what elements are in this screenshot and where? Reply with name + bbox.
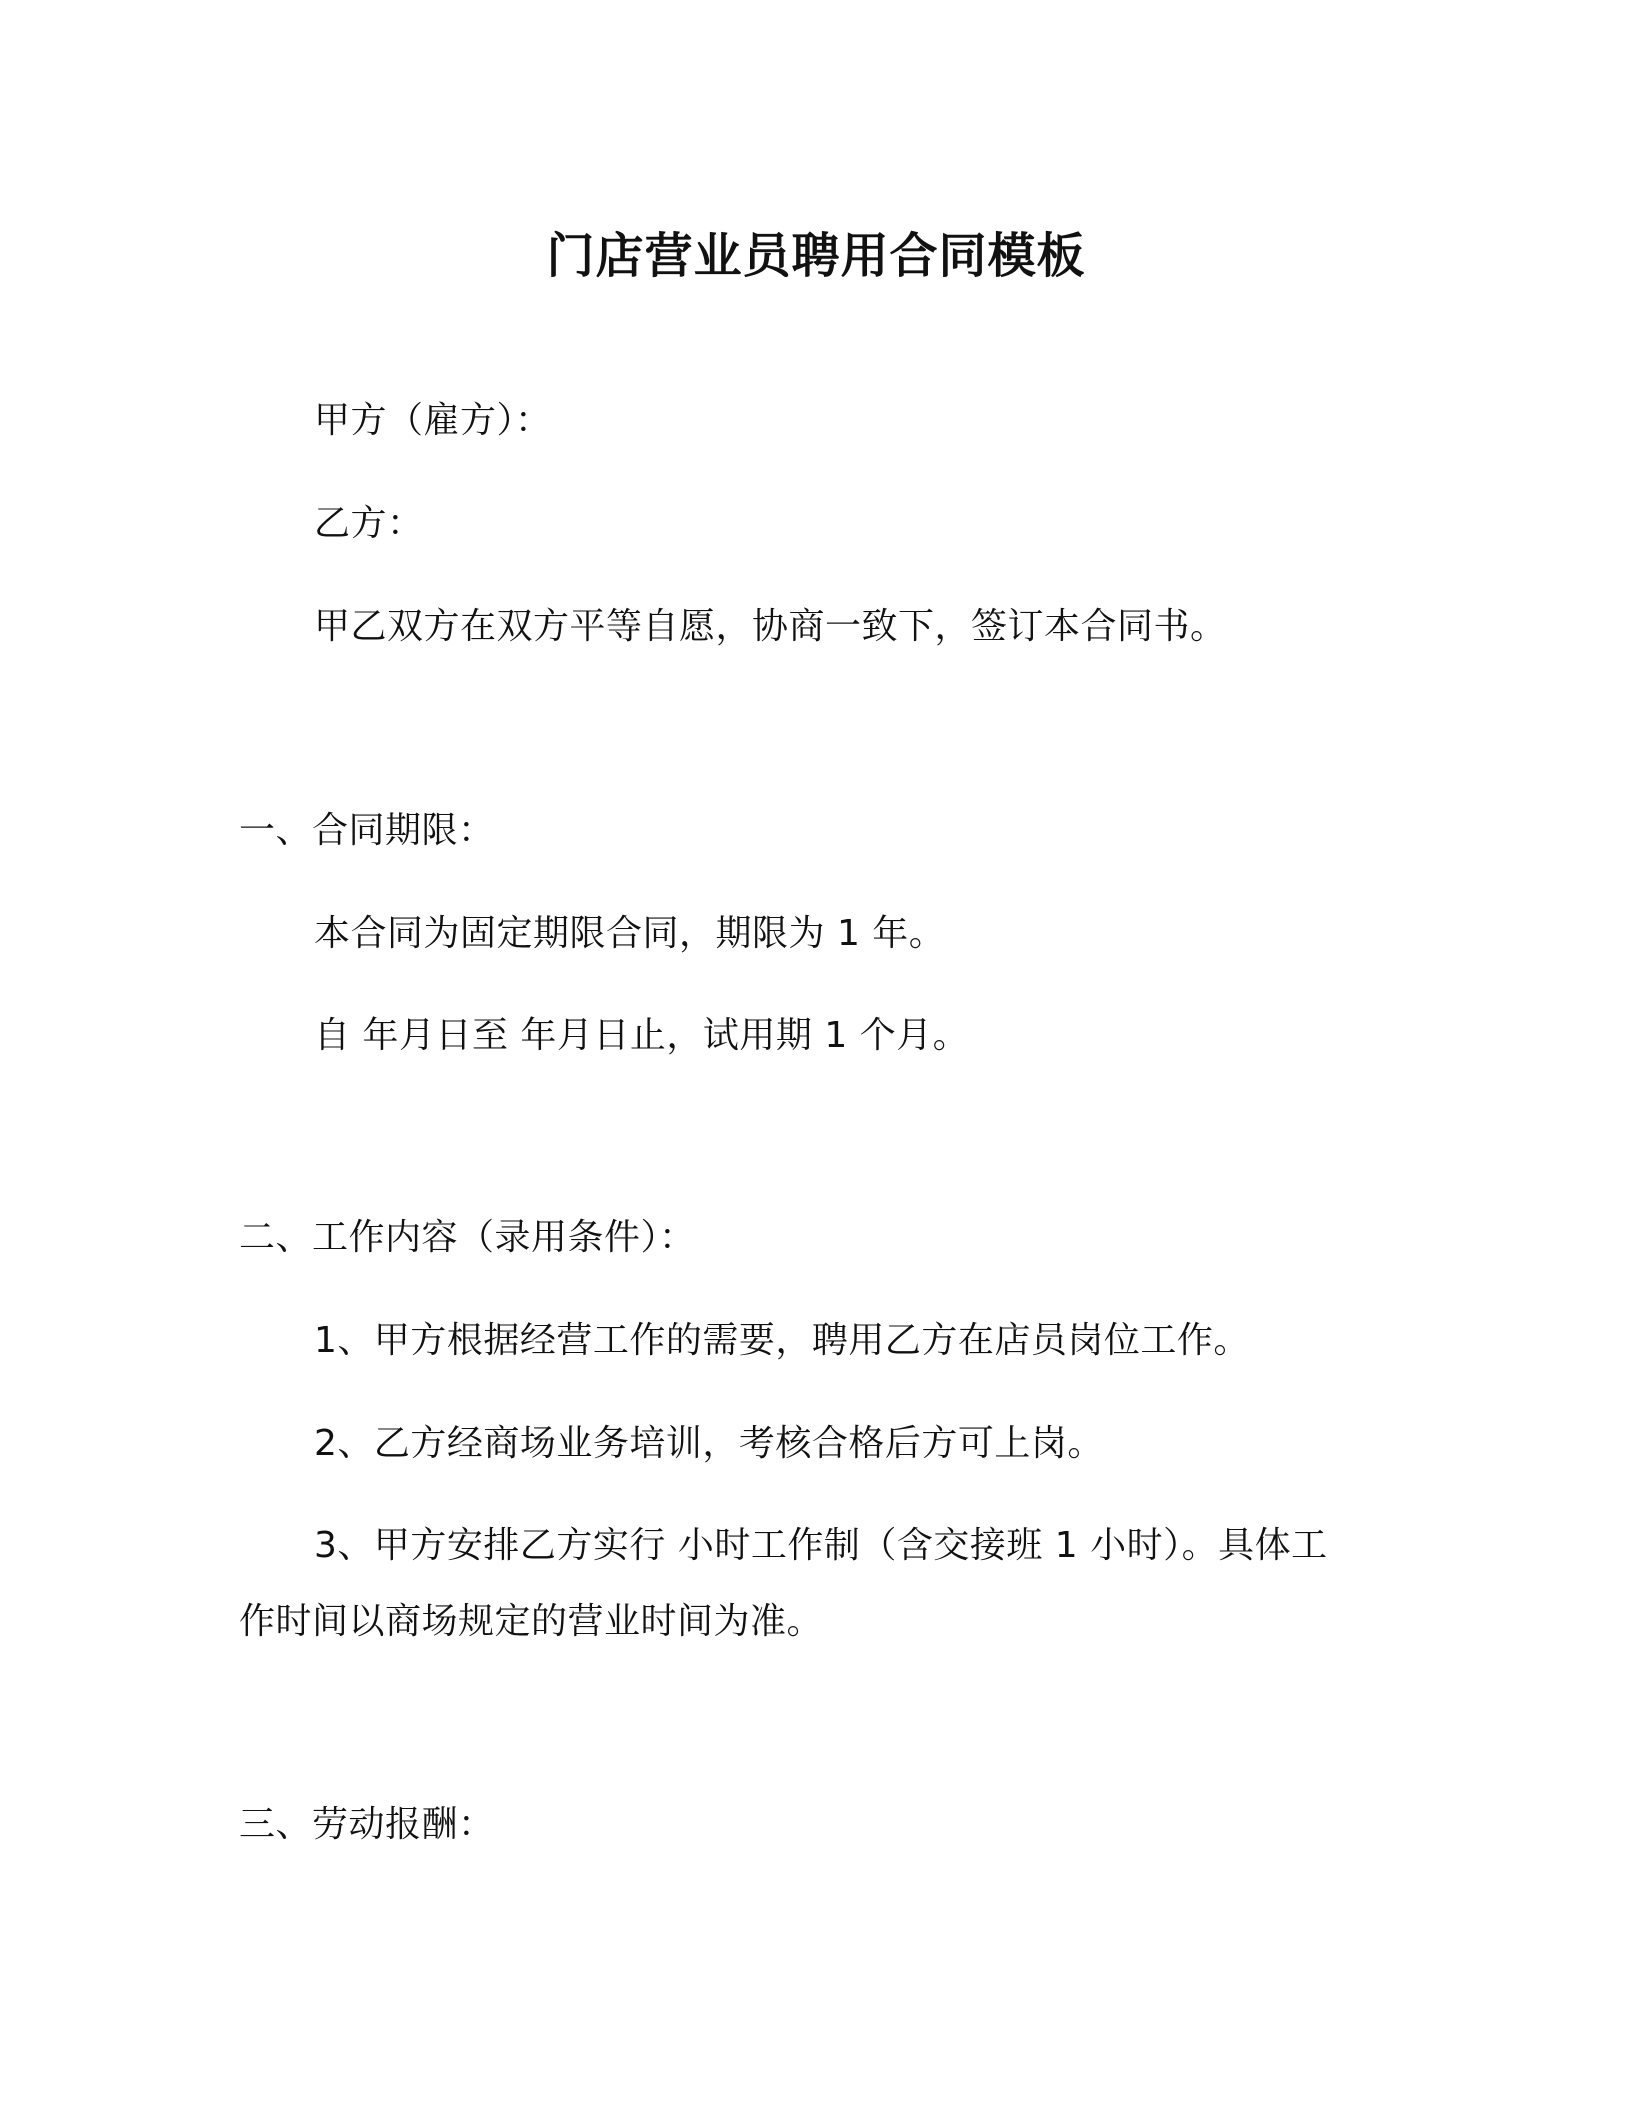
- section-heading: 二、工作内容（录用条件）：: [239, 1217, 696, 1258]
- party-b-line: 乙方：: [314, 503, 424, 544]
- section-paragraph: 2、乙方经商场业务培训，考核合格后方可上岗。: [314, 1423, 1104, 1464]
- document-title: 门店营业员聘用合同模板: [546, 228, 1086, 284]
- section-paragraph: 3、甲方安排乙方实行 小时工作制（含交接班 1 小时）。具体工: [314, 1525, 1328, 1566]
- section-paragraph-continuation: 作时间以商场规定的营业时间为准。: [239, 1601, 824, 1642]
- section-paragraph: 1、甲方根据经营工作的需要，聘用乙方在店员岗位工作。: [314, 1320, 1250, 1361]
- section-paragraph: 自 年月日至 年月日止，试用期 1 个月。: [314, 1015, 970, 1056]
- party-a-line: 甲方（雇方）：: [314, 400, 552, 441]
- section-paragraph: 本合同为固定期限合同，期限为 1 年。: [314, 913, 946, 954]
- section-heading: 三、劳动报酬：: [239, 1804, 495, 1845]
- intro-paragraph: 甲乙双方在双方平等自愿，协商一致下，签订本合同书。: [314, 606, 1227, 647]
- section-heading: 一、合同期限：: [239, 810, 495, 851]
